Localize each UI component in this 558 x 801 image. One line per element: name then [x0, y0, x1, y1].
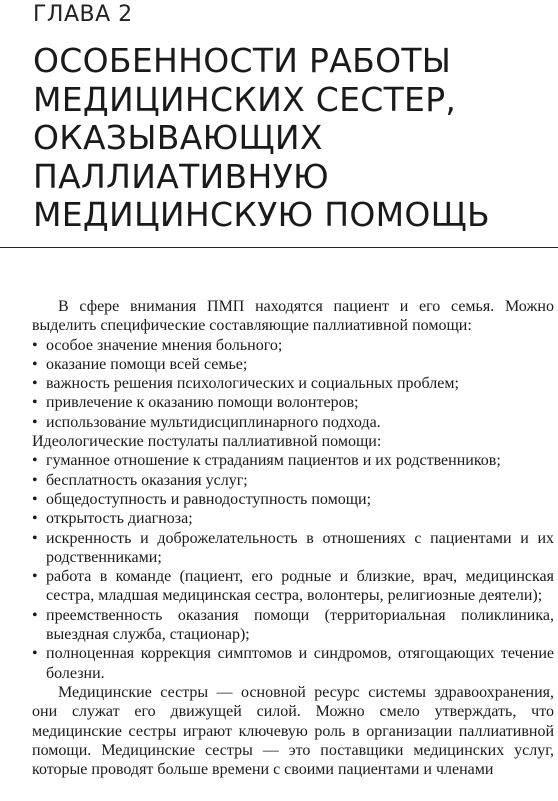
- list-item-text: оказание помощи всей семье;: [46, 355, 248, 373]
- chapter-title-line: ОСОБЕННОСТИ РАБОТЫ: [33, 41, 452, 80]
- list-item: [32, 451, 554, 470]
- title-divider: [0, 247, 558, 248]
- list-item-text: привлечение к оказанию помощи волонтеров;: [46, 394, 359, 412]
- list-item-text: общедоступность и равнодоступность помощи;: [46, 490, 372, 508]
- list-item: [32, 393, 554, 412]
- list-item-text: особое значение мнения больного;: [46, 336, 283, 354]
- list-item-text: преемственность оказания помощи (территориальная поликлиника, выездная служба, стационар);: [46, 606, 554, 644]
- bullet-icon: •: [32, 606, 38, 624]
- chapter-title-line: ПАЛЛИАТИВНУЮ: [33, 156, 329, 196]
- bullet-icon: •: [32, 413, 38, 431]
- chapter-title: [33, 42, 553, 235]
- closing-paragraph: Медицинские сестры — основной ресурс системы здравоохранения, они служат его движущей силой. Можно смело утверждать, что медицинские сестры играют ключевую роль в организации паллиативной помощи. Медицинские сестры — это поставщики медицинских услуг, которые проводят больше времени с своими пациентами и членами: [32, 683, 554, 779]
- list-item: [32, 529, 554, 568]
- chapter-title-line: ОКАЗЫВАЮЩИХ: [33, 118, 323, 157]
- bullet-icon: •: [32, 529, 38, 547]
- bullet-icon: •: [32, 568, 38, 586]
- list-item: [32, 644, 554, 683]
- bullet-icon: •: [32, 471, 38, 489]
- list-item-text: искренность и доброжелательность в отношениях с пациентами и их родственниками;: [46, 529, 554, 566]
- list-item-text: открытость диагноза;: [46, 510, 193, 528]
- components-list: [32, 336, 554, 432]
- postulates-list: [32, 451, 554, 683]
- bullet-icon: •: [32, 336, 38, 354]
- bullet-icon: •: [32, 375, 38, 393]
- list-item-text: гуманное отношение к страданиям пациентов и их родственников;: [46, 452, 501, 470]
- chapter-label: ГЛАВА 2: [33, 2, 133, 27]
- list-item: [32, 413, 554, 432]
- chapter-title-line: МЕДИЦИНСКИХ СЕСТЕР,: [33, 79, 457, 119]
- list-item: [32, 336, 554, 355]
- list-item-text: работа в команде (пациент, его родные и близкие, врач, медицинская сестра, младшая медицинская сестра, волонтеры, религиозные деятели);: [46, 568, 554, 605]
- bullet-icon: •: [32, 394, 38, 412]
- list-item: [32, 355, 554, 374]
- bullet-icon: •: [32, 490, 38, 508]
- bullet-icon: •: [32, 510, 38, 528]
- list-item: [32, 374, 554, 393]
- list-item: [32, 509, 554, 528]
- bullet-icon: •: [32, 355, 38, 373]
- list-item-text: бесплатность оказания услуг;: [46, 471, 248, 489]
- bullet-icon: •: [32, 452, 38, 470]
- body-text: [32, 297, 554, 779]
- bullet-icon: •: [32, 645, 38, 663]
- intro-paragraph: В сфере внимания ПМП находятся пациент и его семья. Можно выделить специфические составляющие паллиативной помощи:: [32, 298, 554, 335]
- list-item-text: важность решения психологических и социальных проблем;: [46, 375, 459, 393]
- list-item-text: полноценная коррекция симптомов и синдромов, отягощающих течение болезни.: [46, 645, 554, 682]
- list-item-text: использование мультидисциплинарного подхода.: [46, 413, 381, 431]
- postulates-heading: Идеологические постулаты паллиативной помощи:: [32, 433, 382, 451]
- list-item: [32, 567, 554, 606]
- list-item: [32, 606, 554, 645]
- list-item: [32, 471, 554, 490]
- chapter-title-line: МЕДИЦИНСКУЮ ПОМОЩЬ: [33, 195, 490, 234]
- list-item: [32, 490, 554, 509]
